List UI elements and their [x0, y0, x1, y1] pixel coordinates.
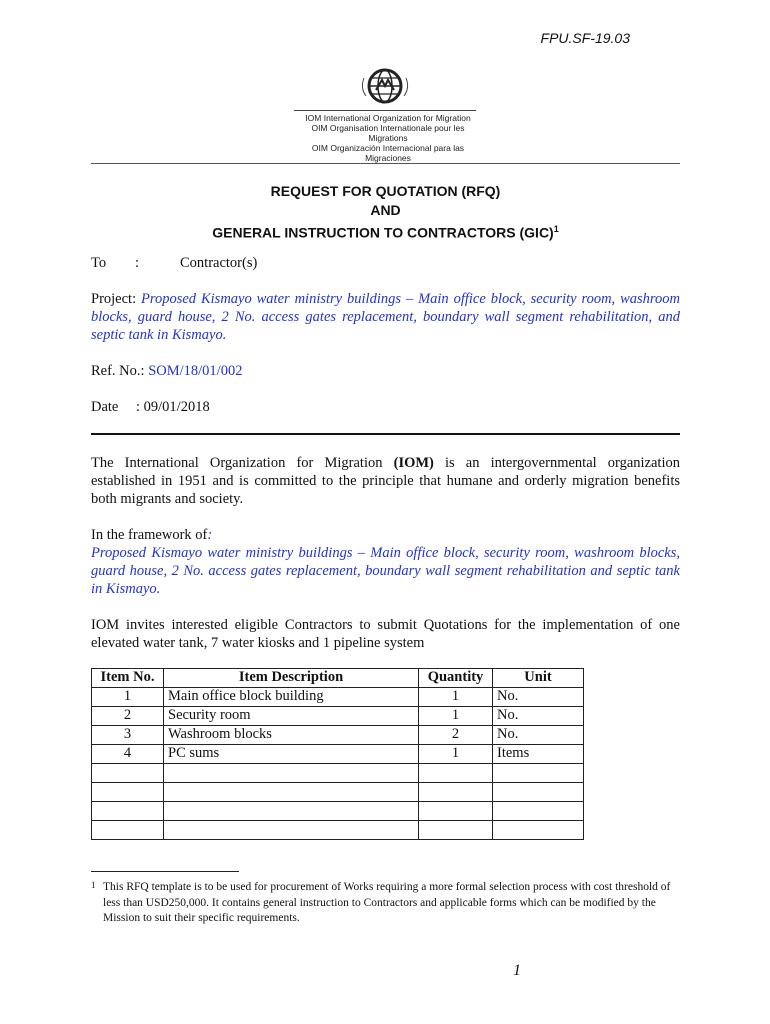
reference-line: Ref. No.: SOM/18/01/002	[91, 363, 243, 379]
footnote-divider	[91, 871, 239, 872]
table-row: 2 Security room 1 No.	[92, 707, 584, 726]
intro-paragraph: The International Organization for Migration (IOM) is an intergovernmental organization established in 1951 and is committed to the principle that humane and orderly migration benefits both migrants and society.	[91, 455, 680, 507]
table-row: 3 Washroom blocks 2 No.	[92, 726, 584, 745]
document-title: REQUEST FOR QUOTATION (RFQ) AND GENERAL INSTRUCTION TO CONTRACTORS (GIC)$^1$	[212, 183, 559, 241]
table-row	[92, 821, 584, 840]
table-row: 1 Main office block building 1 No.	[92, 688, 584, 707]
table-row	[92, 764, 584, 783]
page-number: 1	[513, 962, 521, 979]
project-name: Proposed Kismayo water ministry buildings – Main office block, security room, washroom blocks, guard house, 2 No. access gates replacement, boundary wall segment rehabilitation, and septic tank in Kismayo.	[91, 291, 680, 343]
title-footnote-mark: 1	[553, 224, 559, 234]
table-row	[92, 802, 584, 821]
footnote	[91, 878, 681, 927]
reference-number: SOM/18/01/002	[148, 363, 243, 379]
table-row	[92, 783, 584, 802]
form-code: FPU.SF-19.03	[540, 30, 630, 46]
iom-logo	[290, 66, 480, 163]
header-divider	[91, 163, 680, 164]
framework-label: In the framework of:	[91, 527, 213, 543]
table-row: 4 PC sums 1 Items	[92, 745, 584, 764]
items-table	[91, 668, 584, 840]
framework-paragraph: Proposed Kismayo water ministry buildings – Main office block, security room, washroom blocks, guard house, 2 No. access gates replacement, boundary wall segment rehabilitation and septic tank in Kismayo.	[91, 545, 680, 597]
footnote-mark: 1	[91, 880, 96, 890]
project-paragraph: Project: Proposed Kismayo water ministry buildings – Main office block, security room, washroom blocks, guard house, 2 No. access gates replacement, boundary wall segment rehabilitation, and septic tank in Kismayo.	[91, 291, 680, 343]
logo-divider	[294, 110, 476, 111]
footnote-text: This RFQ template is to be used for procurement of Works requiring a more formal selection process with cost threshold of less than USD250,000. It contains general instruction to Contractors and applicable forms which can be modified by the Mission to suit their specific requirements.	[103, 881, 671, 924]
logo-text: IOM International Organization for Migration OIM Organisation Internationale pour les Migrations OIM Organización Internacional para las Migraciones	[305, 113, 471, 163]
invitation-paragraph: IOM invites interested eligible Contractors to submit Quotations for the implementation of one elevated water tank, 7 water kiosks and 1 pipeline system	[91, 617, 680, 651]
section-divider	[91, 433, 680, 435]
date-line: Date : 09/01/2018	[91, 399, 210, 415]
table-header-row: Item No. Item Description Quantity Unit	[92, 669, 584, 688]
iom-globe-icon	[290, 66, 480, 110]
to-line: To : Contractor(s)	[91, 255, 258, 271]
